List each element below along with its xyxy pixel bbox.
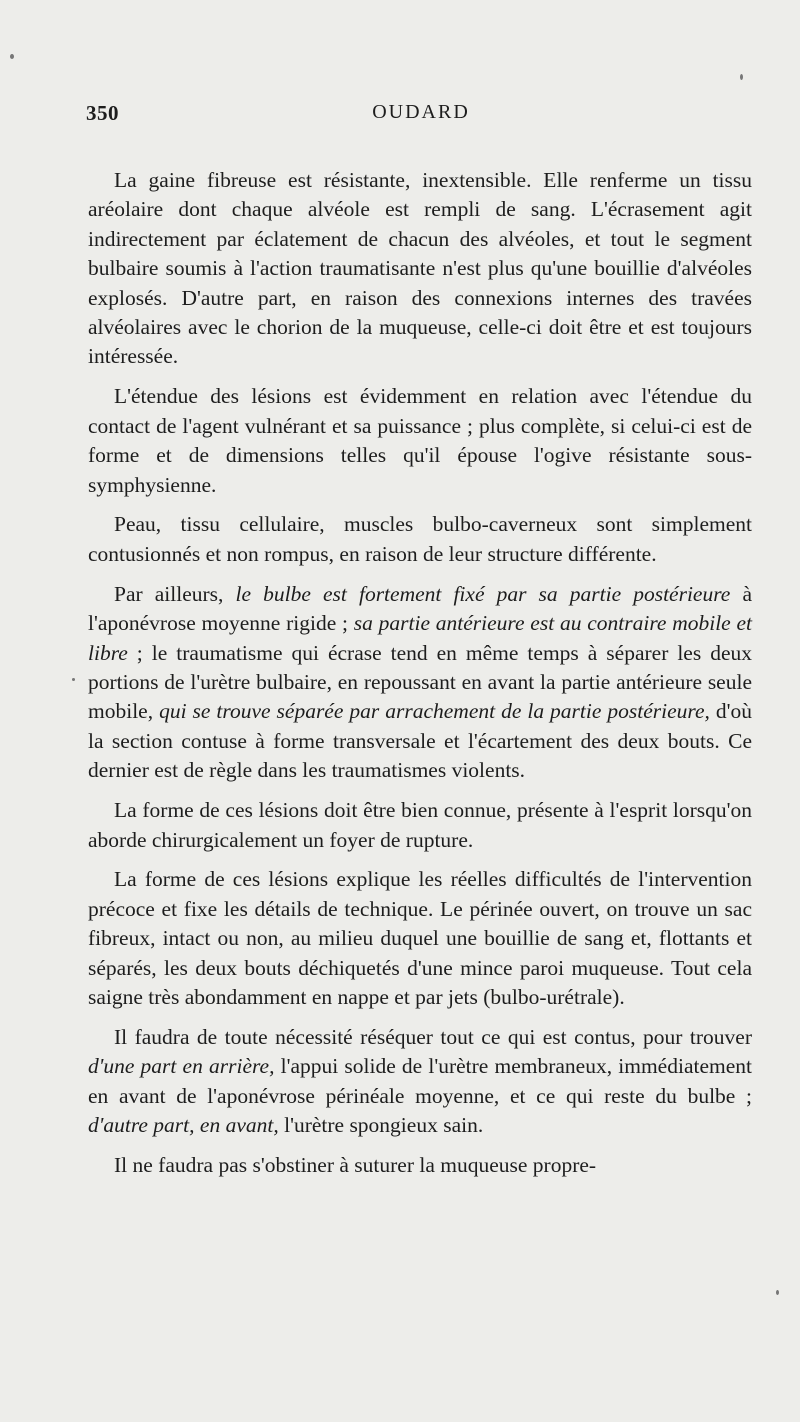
paragraph xyxy=(88,166,752,372)
italic-text: qui se trouve séparée par arrachement de la partie postérieure, xyxy=(159,699,710,724)
text-run: Peau, tissu cellulaire, muscles bulbo-caverneux sont simplement contusionnés et non rompus, en raison de leur structure différente. xyxy=(88,512,752,566)
text-run: d'où la section contuse à forme transversale et l'écartement des deux bouts. Ce dernier est de règle dans les traumatismes violents. xyxy=(88,699,752,783)
running-head: OUDARD xyxy=(372,101,470,123)
text-run: Il ne faudra pas s'obstiner à suturer la muqueuse propre- xyxy=(114,1153,597,1178)
paragraph xyxy=(88,1023,752,1141)
italic-text: sa partie antérieure est au contraire mobile et libre xyxy=(88,611,753,665)
text-run: Il faudra de toute nécessité réséquer tout ce qui est contus, pour trouver xyxy=(114,1024,752,1049)
text-run: l'urètre spongieux sain. xyxy=(278,1113,484,1138)
text-run: ; le traumatisme qui écrase tend en même temps à séparer les deux portions de l'urètre bulbaire, en repoussant en avant la partie antérieure seule mobile, xyxy=(88,640,752,724)
page-header xyxy=(86,101,756,131)
body-text xyxy=(88,166,752,1181)
text-run: à l'aponévrose moyenne rigide ; xyxy=(88,581,752,636)
italic-text: le bulbe est fortement fixé par sa partie postérieure xyxy=(235,581,731,606)
print-speck xyxy=(72,678,75,681)
print-speck xyxy=(740,74,743,80)
paragraph xyxy=(88,510,752,569)
text-run: La gaine fibreuse est résistante, inextensible. Elle renferme un tissu aréolaire dont chaque alvéole est rempli de sang. L'écrasement agit indirectement par éclatement de chacun des alvéoles, et tout le segment bulbaire soumis à l'action traumatisante n'est plus qu'une bouillie d'alvéoles explosés. D'autre part, en raison des connexions internes des travées alvéolaires avec le chorion de la muqueuse, celle-ci doit être et est toujours intéressée. xyxy=(88,168,752,369)
page-number: 350 xyxy=(86,101,119,125)
paragraph xyxy=(88,382,752,500)
text-run: l'appui solide de l'urètre membraneux, immédiatement en avant de l'aponévrose périnéale moyenne, et ce qui reste du bulbe ; xyxy=(88,1054,752,1108)
print-speck xyxy=(776,1290,779,1295)
text-run: Par ailleurs, xyxy=(114,581,236,606)
italic-text: d'autre part, en avant, xyxy=(88,1113,279,1138)
paragraph xyxy=(88,796,752,855)
paragraph xyxy=(88,865,752,1012)
text-run: La forme de ces lésions doit être bien connue, présente à l'esprit lorsqu'on aborde chirurgicalement un foyer de rupture. xyxy=(88,798,752,852)
print-speck xyxy=(10,54,14,59)
italic-text: d'une part en arrière, xyxy=(88,1054,275,1079)
paragraph xyxy=(88,580,752,786)
text-run: La forme de ces lésions explique les réelles difficultés de l'intervention précoce et fixe les détails de technique. Le périnée ouvert, on trouve un sac fibreux, intact ou non, au milieu duquel une bouillie de sang et, flottants et séparés, les deux bouts déchiquetés d'une mince paroi muqueuse. Tout cela saigne très abondamment en nappe et par jets (bulbo-urétrale). xyxy=(88,867,752,1010)
text-run: L'étendue des lésions est évidemment en relation avec l'étendue du contact de l'agent vulnérant et sa puissance ; plus complète, si celui-ci est de forme et de dimensions telles qu'il épouse l'ogive résistante sous-symphysienne. xyxy=(88,384,752,497)
paragraph xyxy=(88,1151,752,1180)
